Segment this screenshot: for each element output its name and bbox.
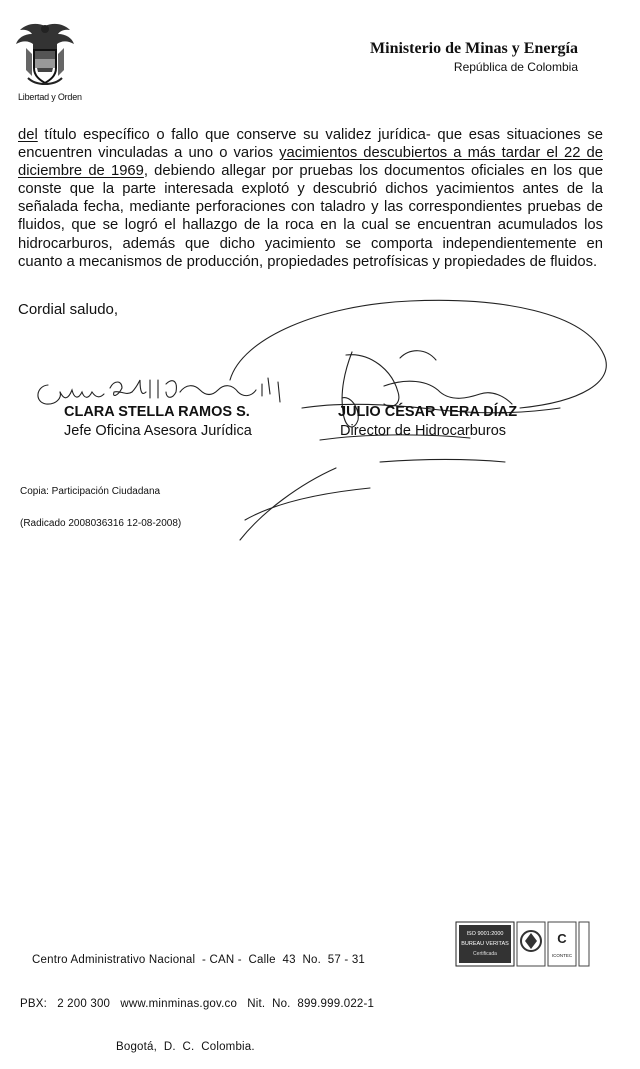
body-text-continued: , debiendo allegar por pruebas los documentos oficiales en los que conste que la parte interesada explotó y descubrió dichos yacimientos antes de la señalada fecha, mediante perforaciones con taladro y las correspondientes pruebas de fluidos, que se logró el hallazgo de la roca en la cual se encuentran acumulados los hidrocarburos, además que dicho yacimiento se comporta independientemente en cuanto a mecanismos de producción, propiedades petrofísicas y propiedades de fluidos. — [18, 163, 604, 270]
body-text-underlined-start: del — [18, 127, 38, 143]
cert-code: ICONTEC — [551, 953, 573, 958]
signer-name: CLARA STELLA RAMOS S. — [64, 404, 250, 420]
certification-logos — [455, 921, 591, 967]
signature-stroke — [38, 385, 60, 404]
footer-line: Centro Administrativo Nacional - CAN - Calle 43 No. 57 - 31 — [32, 954, 366, 966]
copy-recipients: Copia: Participación Ciudadana — [20, 486, 161, 497]
footer-line: PBX: 2 200 300 www.minminas.gov.co Nit. No. 899.999.022-1 — [20, 997, 375, 1010]
signer-name: JULIO CÉSAR VERA DÍAZ — [338, 404, 518, 420]
body-text: título específico o fallo que conserve su validez jurídica- que esas situaciones se encuentren vinculadas a uno o varios — [18, 127, 603, 162]
cert-bureau: BUREAU VERITAS — [461, 941, 509, 947]
svg-text:C: C — [557, 931, 567, 946]
ministry-name: Ministerio de Minas y Energía — [370, 40, 578, 57]
emblem-motto: Libertad y Orden — [18, 92, 82, 102]
footer-line: Bogotá, D. C. Colombia. — [116, 1041, 255, 1053]
signer-title: Director de Hidrocarburos — [340, 423, 507, 439]
cert-status: Certificada — [473, 951, 497, 957]
body-text-underlined: yacimientos descubiertos a más tardar el 22 de diciembre de 1969 — [18, 145, 603, 180]
footer-address — [20, 924, 374, 1069]
certification-badge-icon — [455, 921, 591, 967]
cert-standard: ISO 9001:2000 — [466, 931, 504, 937]
signer-title: Jefe Oficina Asesora Jurídica — [64, 423, 252, 439]
republic-name: República de Colombia — [453, 60, 578, 74]
filing-reference: (Radicado 2008036316 12-08-2008) — [20, 518, 182, 529]
closing-salutation: Cordial saludo, — [18, 301, 119, 318]
